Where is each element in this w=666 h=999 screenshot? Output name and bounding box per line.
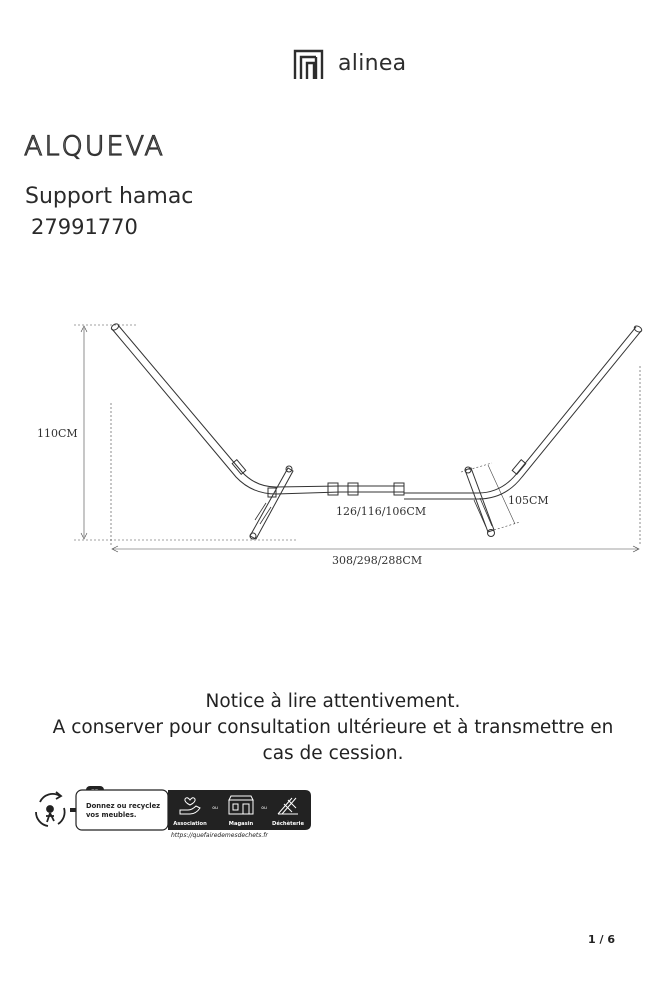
foot-right-bar [465,468,494,532]
recycling-headline-2: vos meubles. [86,811,137,819]
product-reference: 27991770 [31,215,138,239]
frame-clip-right [512,460,526,475]
option-association: Association [173,821,207,827]
dim-label-height: 110CM [37,427,78,440]
frame-joint-3 [394,483,404,495]
dim-guide-depth-bottom [494,522,520,530]
product-diagram [0,300,666,600]
frame-joint-2 [348,483,358,495]
notice-line-2: A conserver pour consultation ultérieure et à transmettre en [52,717,614,738]
triman-icon [36,792,65,826]
frame-right-tube-b [404,331,641,499]
separator-1: ou [212,806,218,811]
foot-left-bar [250,468,293,539]
notice-line-1: Notice à lire attentivement. [205,691,461,712]
option-store: Magasin [228,821,254,827]
dim-label-depth: 105CM [508,494,549,507]
frame-right-tube-a [404,327,636,493]
notice-line-3: cas de cession. [262,743,404,764]
recycling-url[interactable]: https://quefairedemesdechets.fr [171,832,268,839]
frame-cap-right [633,325,643,334]
frame-cap-left [110,323,120,332]
page-number: 1 / 6 [588,933,615,946]
recycling-headline-1: Donnez ou recyclez [86,802,161,810]
brand-logo [292,46,422,82]
notice-text [0,689,666,767]
dim-label-total-length: 308/298/288CM [332,554,423,567]
separator-2: ou [261,806,267,811]
product-name: ALQUEVA [24,131,165,162]
frame-left-tube-a [112,329,340,494]
alinea-logo-icon [292,48,326,80]
product-type: Support hamac [25,184,194,209]
frame-joint-1 [328,483,338,495]
option-waste-center: Déchèterie [272,821,304,827]
dim-label-center-length: 126/116/106CM [336,505,427,518]
brand-name: alinea [338,51,407,76]
frame-clip-left [232,460,246,475]
recycling-message-box [76,790,168,830]
frame-left-tube-b [118,325,340,487]
